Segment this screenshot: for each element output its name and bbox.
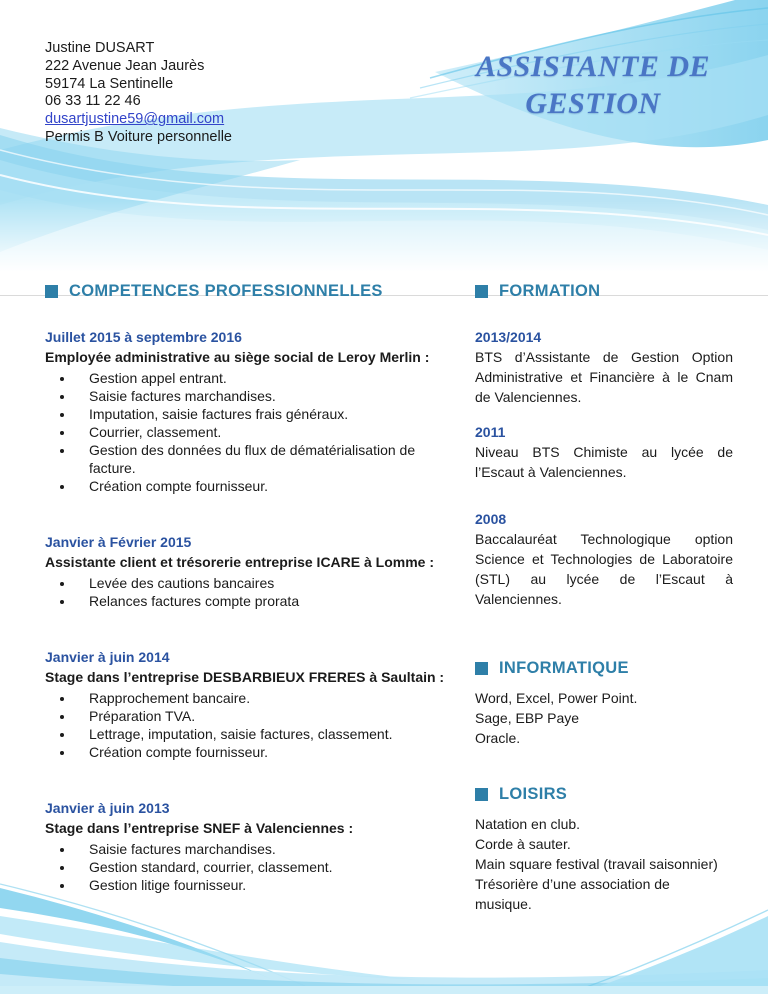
competences-section [45, 282, 445, 894]
competences-header-label: COMPETENCES PROFESSIONNELLES [69, 282, 383, 300]
section-square-icon [45, 285, 58, 298]
job-bullet: • Préparation TVA. [75, 707, 445, 725]
right-column [475, 282, 733, 914]
formation-date: 2011 [475, 424, 506, 440]
job-entry-icare [45, 532, 445, 610]
job-role: Stage dans l’entreprise DESBARBIEUX FRERES à Saultain : [45, 669, 445, 685]
loisirs-list [475, 814, 733, 914]
job-bullet-list [45, 369, 445, 495]
contact-phone: 06 33 11 22 46 [45, 93, 141, 110]
job-bullet-list [45, 689, 445, 761]
job-title [448, 48, 738, 122]
job-bullet: • Levée des cautions bancaires [75, 574, 445, 592]
formation-text: BTS d’Assistante de Gestion Option Administrative et Financière à le Cnam de Valenciennes. [475, 349, 733, 405]
job-entry-snef [45, 798, 445, 894]
competences-header [45, 282, 445, 301]
loisirs-line: Trésorière d’une association de [475, 876, 670, 892]
job-bullet: • Création compte fournisseur. [75, 477, 445, 495]
job-role: Employée administrative au siège social de Leroy Merlin : [45, 349, 430, 365]
job-bullet: • Gestion standard, courrier, classement. [75, 858, 445, 876]
formation-date: 2008 [475, 511, 507, 527]
loisirs-line: Main square festival (travail saisonnier) [475, 856, 718, 872]
job-bullet: • Gestion des données du flux de dématérialisation de facture. [75, 441, 445, 477]
job-role: Stage dans l’entreprise SNEF à Valenciennes : [45, 820, 354, 836]
job-bullet-list [45, 574, 445, 610]
job-role: Assistante client et trésorerie entreprise ICARE à Lomme : [45, 554, 435, 570]
formation-header [475, 282, 733, 301]
informatique-header-label: INFORMATIQUE [499, 659, 629, 677]
job-entry-desbarbieux [45, 647, 445, 761]
contact-address-line1: 222 Avenue Jean Jaurès [45, 57, 205, 74]
job-bullet: • Relances factures compte prorata [75, 592, 445, 610]
formation-header-label: FORMATION [499, 282, 601, 300]
job-bullet: • Saisie factures marchandises. [75, 387, 445, 405]
job-bullet: • Gestion appel entrant. [75, 369, 445, 387]
informatique-line: Sage, EBP Paye [475, 710, 580, 726]
loisirs-line: Natation en club. [475, 816, 581, 832]
formation-date: 2013/2014 [475, 329, 542, 345]
informatique-line: Oracle. [475, 730, 521, 746]
job-bullet: • Imputation, saisie factures frais généraux. [75, 405, 445, 423]
job-bullet: • Saisie factures marchandises. [75, 840, 445, 858]
loisirs-line: musique. [475, 896, 532, 912]
formation-text: Baccalauréat Technologique option Science et Technologies de Laboratoire (STL) au lycée de l’Escaut à Valenciennes. [475, 531, 733, 607]
loisirs-header [475, 785, 733, 804]
job-entry-leroy-merlin [45, 327, 445, 495]
formation-entry-2011 [475, 422, 733, 482]
contact-address-line2: 59174 La Sentinelle [45, 75, 174, 92]
formation-entry-2008 [475, 509, 733, 609]
contact-permit: Permis B Voiture personnelle [45, 128, 232, 145]
formation-text: Niveau BTS Chimiste au lycée de l’Escaut à Valenciennes. [475, 444, 733, 480]
email-link[interactable]: dusartjustine59@gmail.com [45, 111, 225, 128]
loisirs-header-label: LOISIRS [499, 785, 568, 803]
job-bullet: • Courrier, classement. [75, 423, 445, 441]
contact-block [45, 40, 232, 147]
job-bullet: • Création compte fournisseur. [75, 743, 445, 761]
job-bullet: • Rapprochement bancaire. [75, 689, 445, 707]
job-bullet-list [45, 840, 445, 894]
job-bullet: • Lettrage, imputation, saisie factures, classement. [75, 725, 445, 743]
informatique-line: Word, Excel, Power Point. [475, 690, 638, 706]
job-title-line2: GESTION [525, 87, 661, 120]
job-date: Janvier à juin 2013 [45, 800, 170, 816]
informatique-list [475, 688, 733, 748]
formation-entry-2013 [475, 327, 733, 407]
loisirs-line: Corde à sauter. [475, 836, 571, 852]
job-bullet: • Gestion litige fournisseur. [75, 876, 445, 894]
job-date: Juillet 2015 à septembre 2016 [45, 329, 242, 345]
job-date: Janvier à juin 2014 [45, 649, 170, 665]
section-square-icon [475, 788, 488, 801]
job-title-line1: ASSISTANTE DE [475, 50, 711, 83]
section-square-icon [475, 662, 488, 675]
section-square-icon [475, 285, 488, 298]
job-date: Janvier à Février 2015 [45, 534, 192, 550]
informatique-header [475, 659, 733, 678]
contact-name: Justine DUSART [45, 40, 155, 56]
